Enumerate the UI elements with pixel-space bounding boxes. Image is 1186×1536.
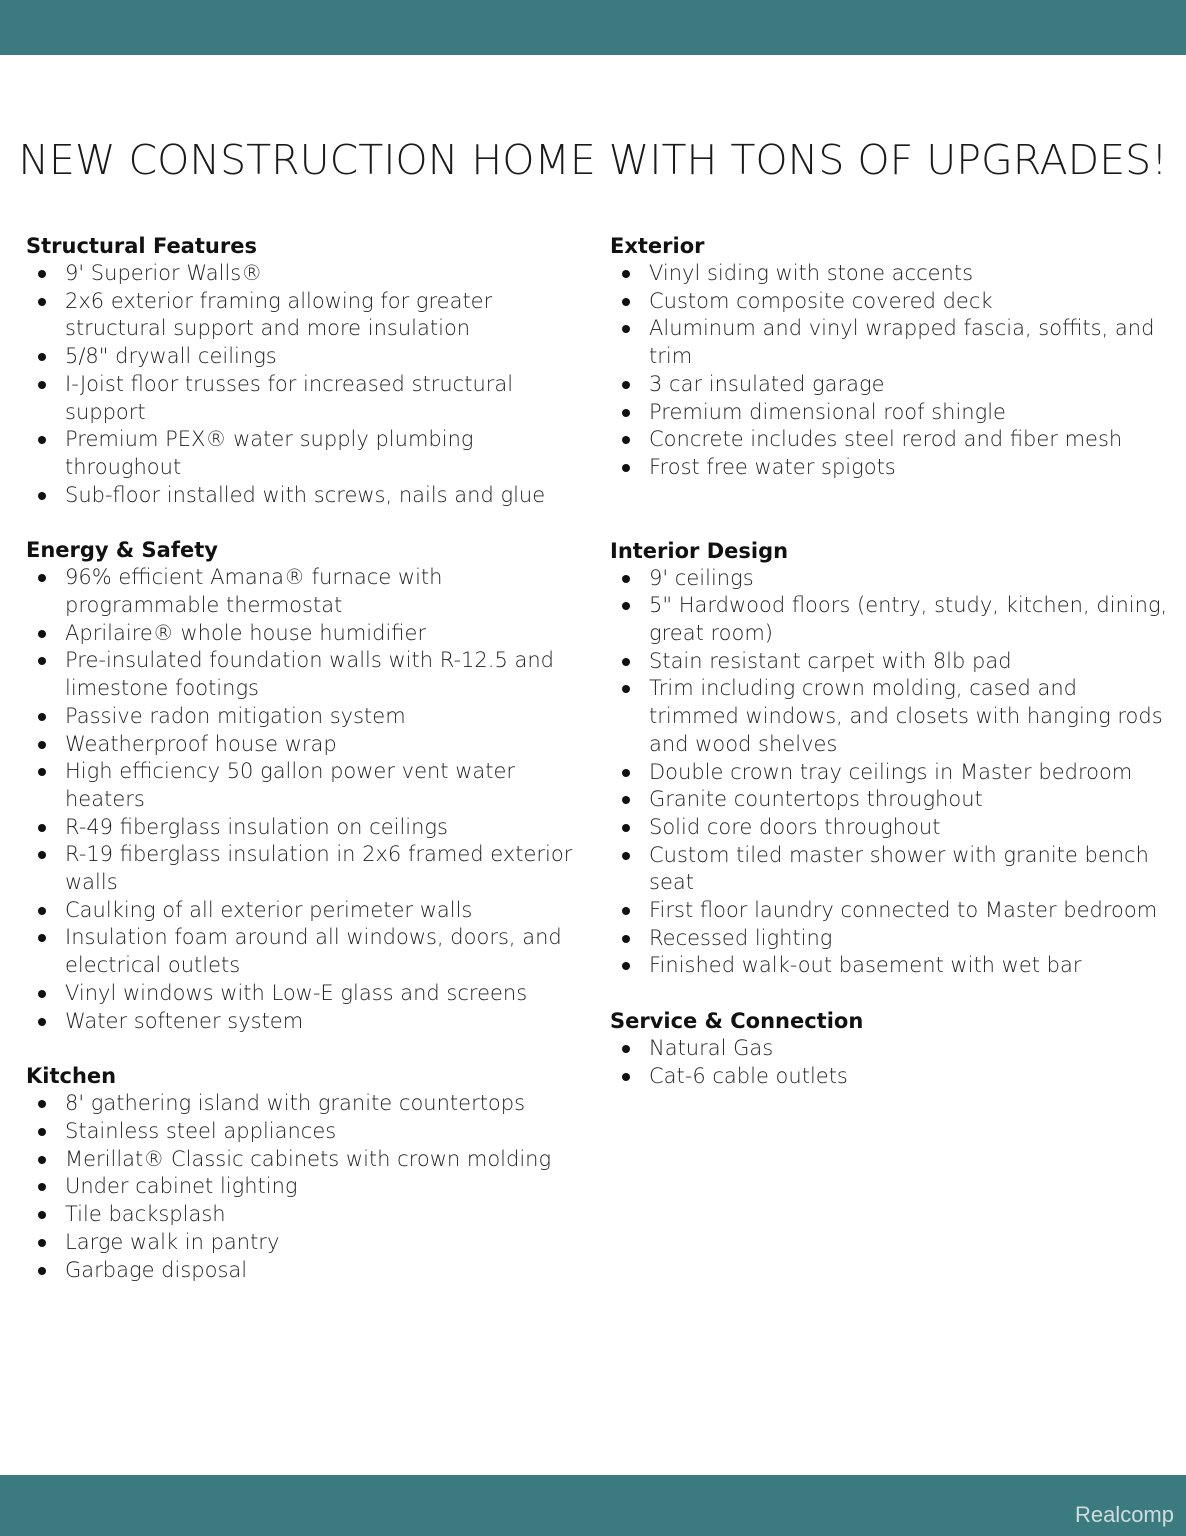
bullet-icon — [38, 1156, 46, 1164]
list-item-text: Pre-insulated foundation walls with R-12.5 and limestone footings — [65, 648, 554, 701]
list-item — [26, 426, 586, 481]
list-item-text: 96% efficient Amana® furnace with programmable thermostat — [65, 565, 443, 618]
bullet-icon — [622, 962, 630, 970]
list-item-text: I-Joist floor trusses for increased structural support — [65, 371, 514, 424]
list-item-text: Insulation foam around all windows, doors, and electrical outlets — [65, 925, 562, 978]
bullet-icon — [622, 852, 630, 860]
list-item — [26, 647, 586, 702]
bullet-icon — [38, 934, 46, 942]
feature-list — [610, 1035, 1170, 1090]
bullet-icon — [38, 1183, 46, 1191]
bullet-icon — [622, 1073, 630, 1081]
list-item-text: Tile backsplash — [65, 1202, 226, 1227]
bullet-icon — [38, 741, 46, 749]
list-item — [26, 731, 586, 759]
section-heading: Service & Connection — [610, 1009, 864, 1034]
feature-list — [610, 260, 1170, 482]
list-item — [610, 1063, 1170, 1091]
list-item — [26, 841, 586, 896]
list-item — [26, 343, 586, 371]
list-item-text: First floor laundry connected to Master bedroom — [649, 898, 1158, 923]
list-item-text: 2x6 exterior framing allowing for greater structural support and more insulation — [65, 288, 493, 341]
list-item — [610, 786, 1170, 814]
section-service-connection — [610, 1008, 1170, 1090]
list-item — [610, 454, 1170, 482]
list-item-text: Concrete includes steel rerod and fiber mesh — [649, 427, 1123, 452]
list-item-text: Granite countertops throughout — [649, 787, 983, 812]
list-item-text: Finished walk-out basement with wet bar — [649, 953, 1082, 978]
list-item-text: Cat-6 cable outlets — [649, 1063, 848, 1088]
list-item — [610, 675, 1170, 758]
bullet-icon — [622, 824, 630, 832]
list-item — [610, 565, 1170, 593]
list-item-text: Premium PEX® water supply plumbing throughout — [65, 427, 474, 479]
list-item — [610, 592, 1170, 647]
bullet-icon — [38, 630, 46, 638]
list-item — [26, 620, 586, 648]
list-item-text: R-49 fiberglass insulation on ceilings — [65, 814, 448, 839]
bullet-icon — [38, 1239, 46, 1247]
bullet-icon — [622, 602, 630, 610]
bullet-icon — [622, 769, 630, 777]
list-item-text: Double crown tray ceilings in Master bedroom — [649, 759, 1133, 784]
section-exterior — [610, 233, 1170, 482]
list-item-text: Custom tiled master shower with granite bench seat — [649, 842, 1149, 895]
bullet-icon — [38, 713, 46, 721]
list-item — [610, 925, 1170, 953]
bullet-icon — [38, 1100, 46, 1108]
list-item-text: Premium dimensional roof shingle — [649, 399, 1006, 424]
feature-list — [610, 565, 1170, 981]
bullet-icon — [38, 492, 46, 500]
list-item — [26, 980, 586, 1008]
section-heading: Exterior — [610, 234, 705, 258]
section-structural-features — [26, 233, 586, 509]
list-item-text: 3 car insulated garage — [649, 371, 885, 396]
list-item-text: Weatherproof house wrap — [65, 731, 337, 756]
section-heading: Structural Features — [26, 234, 257, 258]
list-item — [26, 1008, 586, 1036]
bullet-icon — [38, 298, 46, 306]
list-item-text: Vinyl windows with Low-E glass and screens — [65, 980, 528, 1005]
bullet-icon — [622, 796, 630, 804]
list-item-text: Frost free water spigots — [649, 454, 896, 479]
list-item-text: R-19 fiberglass insulation in 2x6 framed exterior walls — [65, 842, 573, 895]
list-item — [26, 814, 586, 842]
list-item-text: Vinyl siding with stone accents — [649, 261, 974, 285]
list-item-text: 5/8" drywall ceilings — [65, 344, 277, 369]
list-item-text: Stainless steel appliances — [65, 1118, 337, 1143]
list-item — [610, 260, 1170, 288]
bullet-icon — [38, 381, 46, 389]
bullet-icon — [622, 685, 630, 693]
list-item — [26, 1229, 586, 1257]
section-heading: Energy & Safety — [26, 538, 218, 563]
list-item-text: High efficiency 50 gallon power vent water heaters — [65, 759, 516, 811]
list-item — [26, 288, 586, 343]
bullet-icon — [38, 574, 46, 582]
list-item — [26, 1090, 586, 1118]
bullet-icon — [622, 436, 630, 444]
bullet-icon — [622, 658, 630, 666]
list-item — [610, 371, 1170, 399]
bullet-icon — [622, 935, 630, 943]
bullet-icon — [38, 851, 46, 859]
bullet-icon — [38, 436, 46, 444]
list-item — [610, 759, 1170, 787]
bullet-icon — [38, 1128, 46, 1136]
feature-list — [26, 1090, 586, 1284]
list-item — [26, 1257, 586, 1285]
list-item — [26, 1173, 586, 1201]
bullet-icon — [38, 907, 46, 915]
list-item-text: Custom composite covered deck — [649, 288, 993, 313]
list-item — [26, 758, 586, 813]
bullet-icon — [622, 270, 630, 278]
bottom-band — [0, 1475, 1186, 1536]
feature-list — [26, 260, 586, 509]
list-item-text: 9' Superior Walls® — [65, 261, 263, 285]
realcomp-watermark: Realcomp — [1074, 1502, 1174, 1527]
list-item — [26, 1146, 586, 1174]
list-item-text: Passive radon mitigation system — [65, 703, 406, 728]
bullet-icon — [38, 1267, 46, 1275]
list-item-text: Stain resistant carpet with 8lb pad — [649, 648, 1012, 673]
bullet-icon — [38, 990, 46, 998]
bullet-icon — [622, 325, 630, 333]
bullet-icon — [622, 1045, 630, 1053]
list-item — [26, 564, 586, 619]
list-item-text: Solid core doors throughout — [649, 814, 941, 839]
list-item — [26, 1201, 586, 1229]
list-item-text: Caulking of all exterior perimeter walls — [65, 897, 473, 922]
section-kitchen — [26, 1063, 586, 1284]
list-item — [610, 399, 1170, 427]
list-item — [26, 1118, 586, 1146]
feature-list — [26, 564, 586, 1035]
bullet-icon — [38, 353, 46, 361]
list-item-text: Under cabinet lighting — [65, 1174, 298, 1199]
bullet-icon — [622, 381, 630, 389]
list-item-text: Water softener system — [65, 1008, 304, 1033]
section-heading: Interior Design — [610, 538, 789, 563]
section-energy-safety — [26, 537, 586, 1035]
left-column — [26, 233, 586, 1284]
list-item — [610, 315, 1170, 370]
list-item-text: Recessed lighting — [649, 925, 833, 950]
bullet-icon — [38, 1018, 46, 1026]
list-item — [610, 1035, 1170, 1063]
list-item — [26, 260, 586, 288]
list-item — [610, 288, 1170, 316]
list-item-text: Aprilaire® whole house humidifier — [65, 620, 427, 645]
section-heading: Kitchen — [26, 1064, 117, 1089]
list-item — [610, 814, 1170, 842]
list-item-text: Trim including crown molding, cased and trimmed windows, and closets with hanging rods and wood shelves — [649, 676, 1163, 756]
list-item — [610, 648, 1170, 676]
bullet-icon — [622, 409, 630, 417]
list-item-text: Sub-floor installed with screws, nails and glue — [65, 482, 546, 507]
right-column — [610, 233, 1170, 1091]
list-item-text: 5" Hardwood floors (entry, study, kitchen, dining, great room) — [649, 593, 1168, 646]
top-band — [0, 0, 1186, 55]
list-item — [26, 482, 586, 510]
bullet-icon — [622, 907, 630, 915]
bullet-icon — [622, 298, 630, 306]
list-item-text: Merillat® Classic cabinets with crown molding — [65, 1146, 552, 1171]
list-item-text: Aluminum and vinyl wrapped fascia, soffits, and trim — [649, 316, 1155, 369]
bullet-icon — [38, 1211, 46, 1219]
bullet-icon — [622, 575, 630, 583]
list-item-text: 9' ceilings — [649, 565, 754, 590]
list-item — [610, 952, 1170, 980]
bullet-icon — [38, 270, 46, 278]
list-item — [26, 703, 586, 731]
list-item-text: Garbage disposal — [65, 1257, 248, 1282]
list-item-text: Large walk in pantry — [65, 1229, 280, 1254]
list-item-text: Natural Gas — [649, 1036, 774, 1061]
list-item — [26, 371, 586, 426]
bullet-icon — [38, 824, 46, 832]
bullet-icon — [622, 464, 630, 472]
list-item — [26, 924, 586, 979]
bullet-icon — [38, 657, 46, 665]
section-interior-design — [610, 538, 1170, 981]
bullet-icon — [38, 768, 46, 776]
list-item — [610, 897, 1170, 925]
list-item-text: 8' gathering island with granite countertops — [65, 1091, 526, 1116]
list-item — [26, 897, 586, 925]
page-title: NEW CONSTRUCTION HOME WITH TONS OF UPGRADES! — [18, 136, 1168, 184]
list-item — [610, 842, 1170, 897]
list-item — [610, 426, 1170, 454]
